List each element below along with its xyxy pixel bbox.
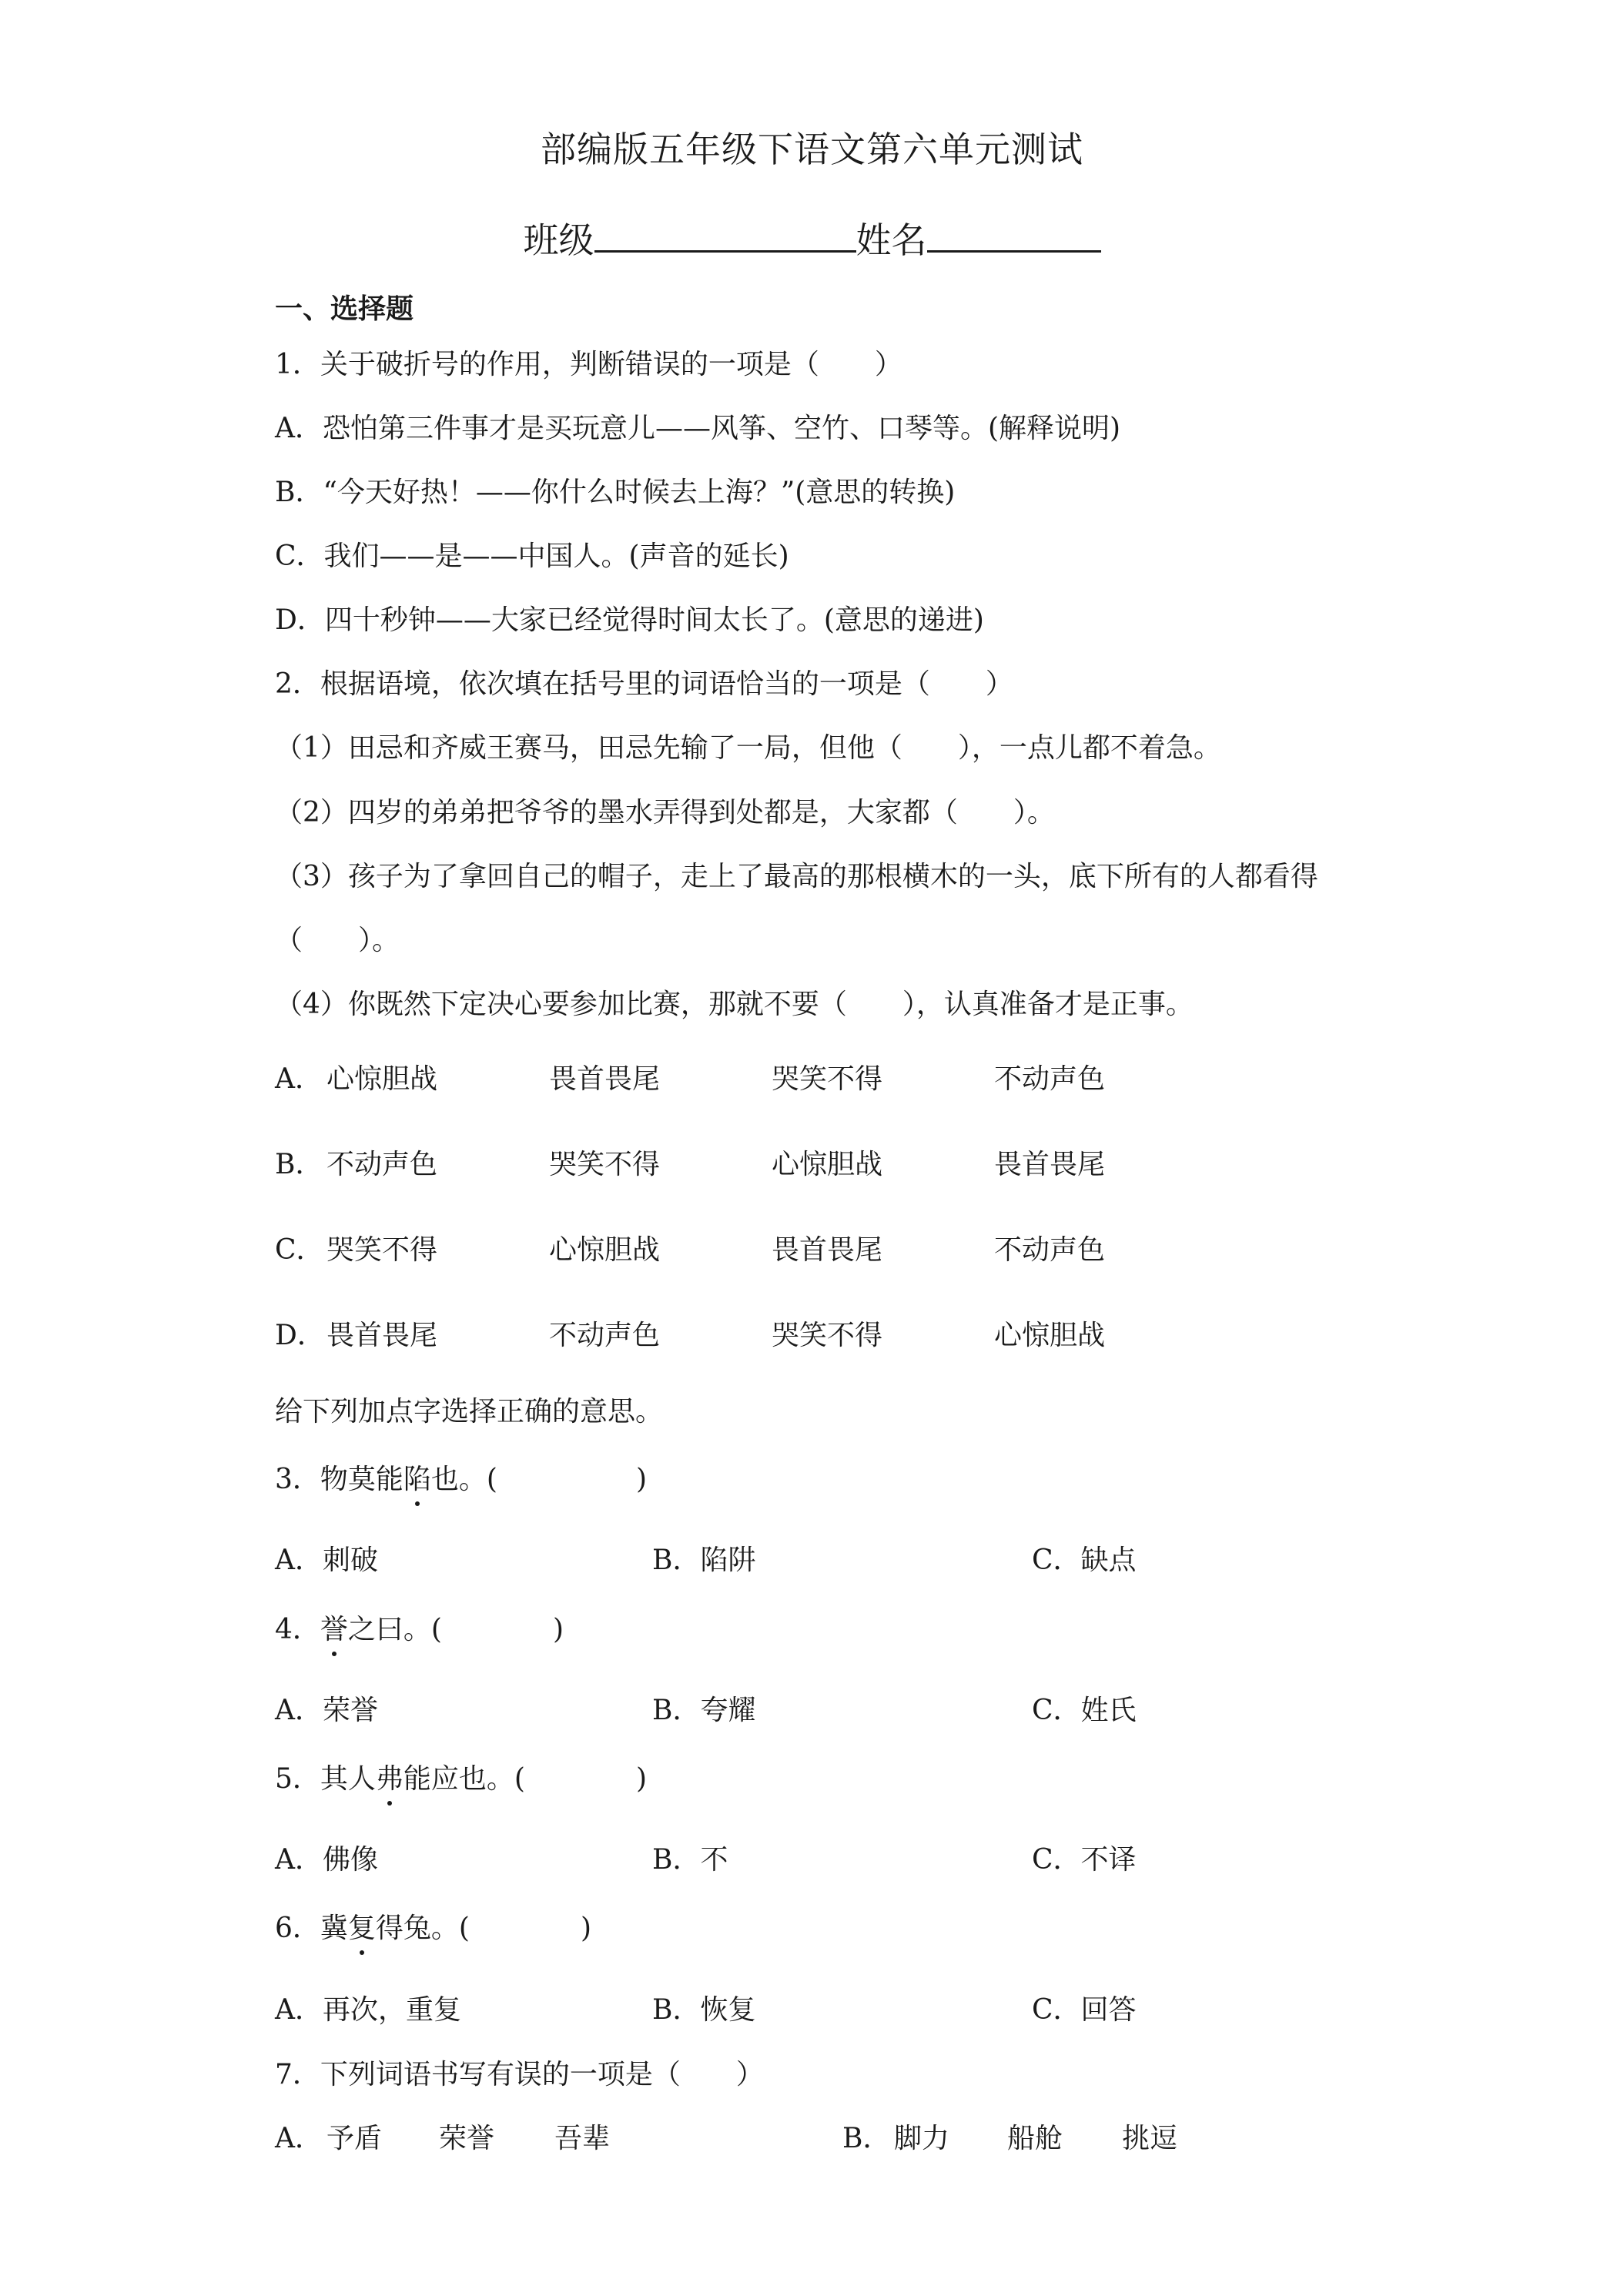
q2-item-3: （3）孩子为了拿回自己的帽子，走上了最高的那根横木的一头，底下所有的人都看得 <box>275 861 1318 892</box>
q6-stem-post: 得兔。( ) <box>375 1913 592 1944</box>
q6-dotted-char: 复 <box>348 1906 376 1946</box>
q2-option-b-word-3: 心惊胆战 <box>772 1149 883 1180</box>
q3-stem-pre: 3．物莫能 <box>275 1464 403 1495</box>
q5-stem-post: 能应也。( ) <box>403 1763 648 1795</box>
group-instruction: 给下列加点字选择正确的意思。 <box>275 1396 664 1427</box>
q2-option-d-word-4: 心惊胆战 <box>994 1320 1106 1351</box>
q5-stem <box>275 1757 647 1796</box>
q7-option-a-word-3: 吾辈 <box>554 2123 611 2154</box>
q2-option-d-word-2: 不动声色 <box>549 1320 661 1351</box>
q2-option-b-word-2: 哭笑不得 <box>549 1149 661 1180</box>
q4-dotted-char: 誉 <box>320 1608 348 1647</box>
q1-stem: 1．关于破折号的作用，判断错误的一项是（ ） <box>275 349 902 380</box>
q4-stem-post: 之曰。( ) <box>347 1614 564 1645</box>
section-heading: 一、选择题 <box>275 293 414 325</box>
q2-option-b-word-1: 不动声色 <box>326 1149 438 1180</box>
q2-stem: 2．根据语境，依次填在括号里的词语恰当的一项是（ ） <box>275 668 1013 700</box>
q7-option-b-word-3: 挑逗 <box>1122 2123 1178 2154</box>
q4-option-a: A．荣誉 <box>275 1695 378 1726</box>
q3-option-b: B．陷阱 <box>652 1545 756 1576</box>
q7-option-b-letter: B． <box>842 2123 891 2154</box>
q2-option-d-word-1: 畏首畏尾 <box>326 1320 438 1351</box>
q2-option-c-word-2: 心惊胆战 <box>549 1234 661 1266</box>
q2-option-a-word-3: 哭笑不得 <box>772 1063 883 1095</box>
q3-stem <box>275 1458 647 1497</box>
q4-option-b: B．夸耀 <box>652 1695 756 1726</box>
q5-option-b: B．不 <box>652 1844 728 1876</box>
q4-stem-pre: 4． <box>275 1614 320 1645</box>
q6-option-a: A．再次，重复 <box>275 1994 461 2026</box>
q7-option-b-word-2: 船舱 <box>1007 2123 1063 2154</box>
q3-dotted-char: 陷 <box>403 1458 431 1497</box>
q2-option-a-word-2: 畏首畏尾 <box>549 1063 661 1095</box>
q2-item-1: （1）田忌和齐威王赛马，田忌先输了一局，但他（ ），一点儿都不着急。 <box>275 732 1221 764</box>
q6-stem <box>275 1906 591 1946</box>
q2-item-2: （2）四岁的弟弟把爷爷的墨水弄得到处都是，大家都（ ）。 <box>275 797 1055 828</box>
q3-option-c: C．缺点 <box>1032 1545 1137 1576</box>
q2-option-b-word-4: 畏首畏尾 <box>994 1149 1106 1180</box>
q2-option-d-letter: D． <box>275 1320 325 1351</box>
q2-option-b-letter: B． <box>275 1149 323 1180</box>
q1-option-b: B．“今天好热！——你什么时候去上海？”(意思的转换) <box>275 477 956 508</box>
q2-item-3-cont: （ ）。 <box>275 925 400 956</box>
q5-option-a: A．佛像 <box>275 1844 378 1876</box>
name-blank[interactable] <box>927 219 1101 253</box>
q5-dotted-char: 弗 <box>376 1757 403 1796</box>
q7-option-a-word-2: 荣誉 <box>439 2123 495 2154</box>
q2-option-c-word-3: 畏首畏尾 <box>772 1234 883 1266</box>
q2-option-c-word-4: 不动声色 <box>994 1234 1106 1266</box>
q4-stem <box>275 1608 564 1647</box>
q3-stem-post: 也。( ) <box>430 1464 648 1495</box>
q6-option-b: B．恢复 <box>652 1994 756 2026</box>
class-name-line <box>0 213 1624 263</box>
q5-stem-pre: 5．其人 <box>275 1763 376 1795</box>
q2-option-d-word-3: 哭笑不得 <box>772 1320 883 1351</box>
q1-option-c: C．我们——是——中国人。(声音的延长) <box>275 541 789 572</box>
q4-option-c: C．姓氏 <box>1032 1695 1137 1726</box>
q7-option-a-letter: A． <box>275 2123 323 2154</box>
q7-stem: 7．下列词语书写有误的一项是（ ） <box>275 2059 764 2090</box>
q7-option-b-word-1: 脚力 <box>894 2123 950 2154</box>
q6-option-c: C．回答 <box>1032 1994 1137 2026</box>
q5-option-c: C．不译 <box>1032 1844 1137 1876</box>
class-blank[interactable] <box>594 219 856 253</box>
page-title: 部编版五年级下语文第六单元测试 <box>541 129 1083 170</box>
q2-option-c-word-1: 哭笑不得 <box>326 1234 438 1266</box>
q6-stem-pre: 6．冀 <box>275 1913 348 1944</box>
q1-option-d: D．四十秒钟——大家已经觉得时间太长了。(意思的递进) <box>275 604 984 636</box>
q2-option-a-word-1: 心惊胆战 <box>326 1063 438 1095</box>
q2-option-c-letter: C． <box>275 1234 324 1266</box>
q2-item-4: （4）你既然下定决心要参加比赛，那就不要（ ），认真准备才是正事。 <box>275 989 1194 1020</box>
q1-option-a: A．恐怕第三件事才是买玩意儿——风筝、空竹、口琴等。(解释说明) <box>275 413 1121 444</box>
q7-option-a-word-1: 予盾 <box>326 2123 383 2154</box>
q2-option-a-word-4: 不动声色 <box>994 1063 1106 1095</box>
q2-option-a-letter: A． <box>275 1063 323 1095</box>
class-label: 班级 <box>523 219 594 261</box>
q3-option-a: A．刺破 <box>275 1545 378 1576</box>
name-label: 姓名 <box>856 219 927 261</box>
